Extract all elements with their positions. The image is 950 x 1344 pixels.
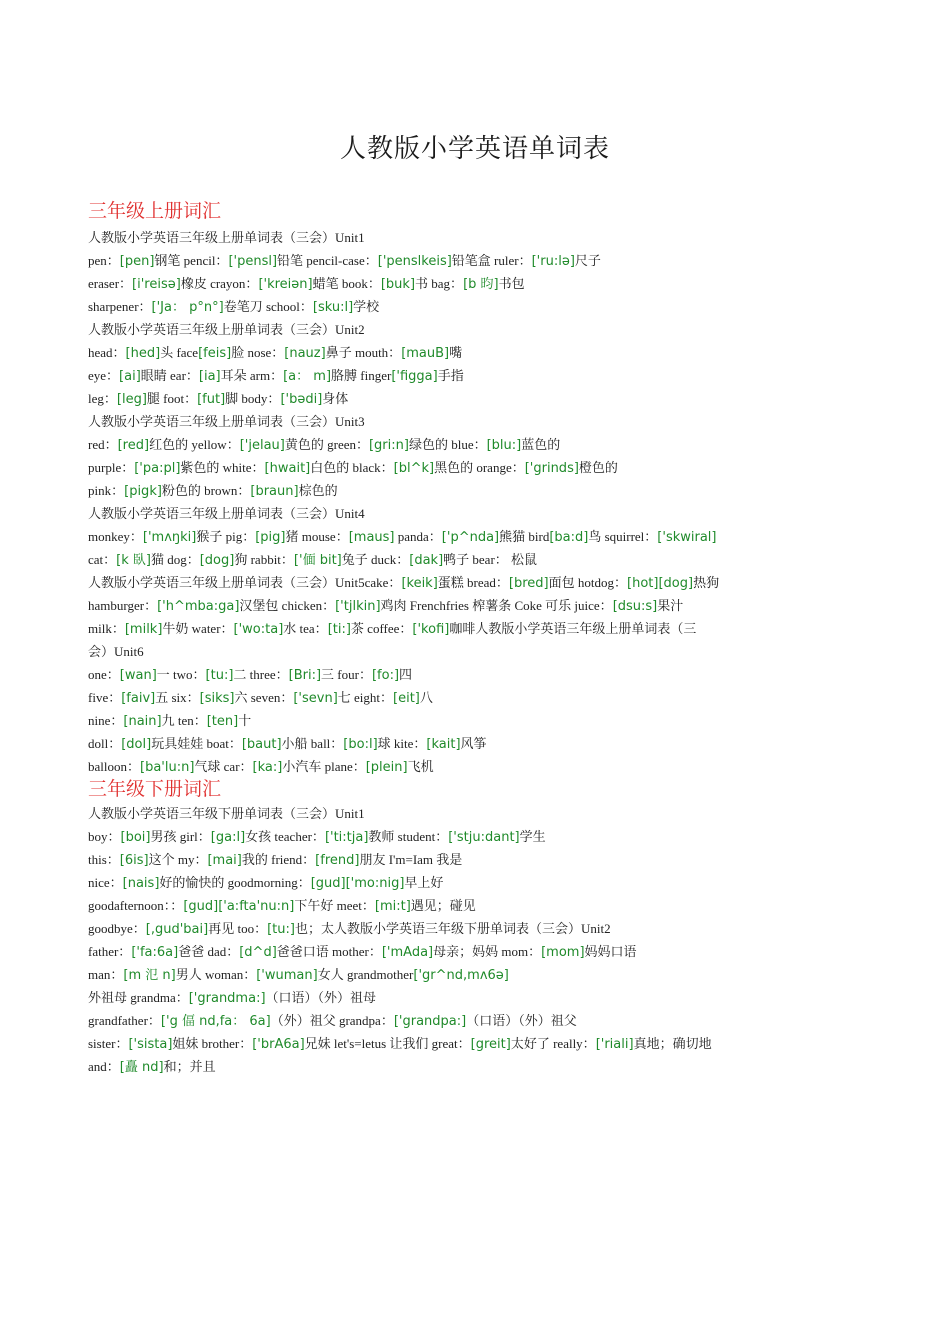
section-heading-grade3-vol1: 三年级上册词汇 [88,201,222,222]
phonetic: [fut] [197,392,226,407]
phonetic: [gud]['a:fta'nu:n] [183,899,295,914]
phonetic: [b 昀] [463,277,499,292]
word-text: one： [88,667,120,682]
phonetic: [plein] [365,760,408,775]
word-text: 五 six： [155,690,200,705]
phonetic: [hwait] [264,461,311,476]
phonetic: ['fa:6a] [131,945,179,960]
phonetic: [hed] [125,346,161,361]
vocab-line [88,871,768,894]
section-content-grade3-vol1 [88,226,768,778]
phonetic: ['penslkeis] [377,254,452,269]
word-text: 茶 coffee： [350,621,413,636]
phonetic: [6is] [119,853,149,868]
word-text: 好的愉快的 goodmorning： [159,875,311,890]
word-text: man： [88,967,124,982]
phonetic: ['偭 bit] [293,553,342,568]
word-text: 球 kite： [377,736,427,751]
word-text: （口语）（外）祖父 [466,1013,577,1028]
word-text: 朋友 I'm=Iam 我是 [359,852,463,867]
word-text: red： [88,437,118,452]
phonetic: ['ru:lə] [531,254,575,269]
word-text: 橙色的 [578,460,618,475]
phonetic: [frend] [315,853,360,868]
word-text: 学生 [519,829,546,844]
word-text: nice： [88,875,123,890]
phonetic: ['ti:tja] [324,830,369,845]
phonetic: [pigk] [124,484,162,499]
vocab-line [88,548,768,571]
word-text: 热狗 [693,575,720,590]
word-text: 母亲；妈妈 mom： [433,944,542,959]
vocab-line [88,917,768,940]
vocab-line [88,594,768,617]
word-text: 书包 [498,276,525,291]
phonetic: [blu:] [486,438,522,453]
word-text: （口语）（外）祖母 [265,990,377,1005]
word-text: 腿 foot： [146,391,198,406]
phonetic: [bl^k] [393,461,435,476]
vocab-line [88,456,768,479]
word-text: 会）Unit6 [88,644,144,659]
word-text: 头 face [160,345,199,360]
phonetic: ['h^mba:ga] [157,599,240,614]
word-text: balloon： [88,759,140,774]
word-text: 下午好 meet： [294,898,375,913]
word-text: panda： [394,529,442,544]
word-text: 七 eight： [337,690,394,705]
phonetic: [k 臥] [116,553,151,568]
word-text: 二 three： [233,667,289,682]
vocab-line [88,1055,768,1078]
vocab-line [88,318,768,341]
phonetic: [gri:n] [368,438,409,453]
phonetic: [tu:] [205,668,234,683]
word-text: 人教版小学英语三年级上册单词表（三会）Unit2 [88,322,365,337]
word-text: 人教版小学英语三年级下册单词表（三会）Unit1 [88,806,365,821]
phonetic: [feis] [198,346,232,361]
phonetic: [m 氾 n] [123,968,176,983]
word-text: boy： [88,829,121,844]
vocab-line [88,341,768,364]
word-text: 小汽车 plane： [282,759,366,774]
word-text: 外祖母 grandma： [88,990,189,1005]
phonetic: ['tjlkin] [335,599,381,614]
vocab-line [88,502,768,525]
word-text: pen： [88,253,120,268]
word-text: 小船 ball： [281,736,344,751]
vocab-line [88,387,768,410]
vocab-line [88,709,768,732]
word-text: 面包 hotdog： [548,575,628,590]
phonetic: ['mʌŋki] [142,530,197,545]
word-text: grandfather： [88,1013,161,1028]
document-title: 人教版小学英语单词表 [339,134,610,163]
word-text: 绿色的 blue： [408,437,487,452]
word-text: 四 [399,667,413,682]
word-text: 猴子 pig： [196,529,256,544]
phonetic: [kait] [426,737,461,752]
word-text: 钢笔 pencil： [154,253,229,268]
word-text: 遇见；碰见 [410,898,476,913]
word-text: 尺子 [574,253,601,268]
phonetic: ['bədi] [280,392,323,407]
word-text: and： [88,1059,120,1074]
phonetic: ['figga] [391,369,438,384]
word-text: 棕色的 [298,483,338,498]
word-text: 咖啡人教版小学英语三年级上册单词表（三 [449,621,697,636]
word-text: 兔子 duck： [341,552,410,567]
phonetic: [buk] [380,277,416,292]
word-text: milk： [88,621,125,636]
vocab-line [88,226,768,249]
word-text: 我的 friend： [241,852,316,867]
word-text: 教师 student： [368,829,449,844]
word-text: 牛奶 water： [162,621,234,636]
phonetic: [a： m] [283,369,332,384]
word-text: 紫色的 white： [180,460,265,475]
phonetic: [faiv] [121,691,156,706]
word-text: 书 bag： [415,276,464,291]
vocab-line [88,825,768,848]
phonetic: [d^d] [239,945,277,960]
section-heading-grade3-vol2: 三年级下册词汇 [88,779,222,800]
phonetic: ['brA6a] [252,1037,305,1052]
phonetic: [maus] [348,530,395,545]
word-text: 妈妈口语 [584,944,637,959]
phonetic: [sku:l] [312,300,354,315]
phonetic: [ga:l] [210,830,246,845]
phonetic: ['riali] [595,1037,634,1052]
word-text: eye： [88,368,120,383]
word-text: 猪 mouse： [285,529,349,544]
phonetic: [ia] [198,369,221,384]
phonetic: [gud]['mo:nig] [310,876,405,891]
phonetic: ['sevn] [293,691,338,706]
section-content-grade3-vol2 [88,802,768,1078]
vocab-line [88,295,768,318]
word-text: 兄妹 let's=letus 让我们 great： [304,1036,471,1051]
word-text: 铅笔 pencil-case： [277,253,378,268]
word-text: 气球 car： [194,759,253,774]
word-text: 白色的 black： [310,460,394,475]
vocab-line [88,894,768,917]
word-text: sharpener： [88,299,152,314]
word-text: 飞机 [407,759,434,774]
phonetic: [,gud'bai] [145,922,209,937]
word-text: 汉堡包 chicken： [239,598,336,613]
phonetic: ['pa:pl] [134,461,181,476]
word-text: pink： [88,483,125,498]
word-text: hamburger： [88,598,158,613]
phonetic: [pig] [255,530,286,545]
phonetic: ['grandma:] [188,991,266,1006]
phonetic: [siks] [199,691,235,706]
phonetic: [leg] [116,392,147,407]
word-text: 猫 dog： [150,552,200,567]
word-text: father： [88,944,132,959]
word-text: 狗 rabbit： [234,552,294,567]
phonetic: ['wo:ta] [233,622,284,637]
word-text: 人教版小学英语三年级上册单词表（三会）Unit3 [88,414,365,429]
vocab-line [88,963,768,986]
vocab-line [88,732,768,755]
phonetic: [boi] [120,830,151,845]
phonetic: [mom] [541,945,585,960]
word-text: 人教版小学英语三年级上册单词表（三会）Unit5cake： [88,575,402,590]
phonetic: [ten] [206,714,239,729]
phonetic: ['mAda] [381,945,434,960]
word-text: doll： [88,736,122,751]
word-text: 人教版小学英语三年级上册单词表（三会）Unit1 [88,230,365,245]
word-text: 鸡肉 Frenchfries 榨薯条 Coke 可乐 juice： [380,598,613,613]
word-text: head： [88,345,126,360]
phonetic: [fo:] [371,668,400,683]
word-text: 这个 my： [148,852,208,867]
phonetic: [mai] [207,853,242,868]
word-text: goodbye： [88,921,146,936]
vocab-line [88,663,768,686]
phonetic: [nais] [122,876,160,891]
phonetic: [wan] [119,668,157,683]
phonetic: [hot][dog] [627,576,694,591]
vocab-line [88,525,768,548]
word-text: 和；并且 [163,1059,216,1074]
word-text: 八 [419,690,433,705]
word-text: 手指 [437,368,464,383]
phonetic: ['g 偪 nd,fa： 6a] [160,1014,271,1029]
phonetic: [ba:d] [549,530,589,545]
vocab-line [88,640,768,663]
vocab-line [88,249,768,272]
word-text: cat： [88,552,117,567]
vocab-line [88,571,768,594]
word-text: this： [88,852,120,867]
word-text: 女孩 teacher： [245,829,325,844]
phonetic: [ba'lu:n] [140,760,195,775]
phonetic: ['gr^nd,mʌ6ə] [413,968,509,983]
word-text: 蓝色的 [521,437,561,452]
phonetic: [greit] [470,1037,511,1052]
word-text: 真地；确切地 [633,1036,712,1051]
vocab-line [88,940,768,963]
phonetic: ['pensl] [228,254,278,269]
word-text: 男孩 girl： [150,829,211,844]
phonetic: [dog] [199,553,235,568]
vocab-line [88,272,768,295]
word-text: 眼睛 ear： [140,368,199,383]
word-text: 蜡笔 book： [312,276,381,291]
phonetic: [bo:l] [343,737,378,752]
word-text: eraser： [88,276,133,291]
word-text: 脚 body： [225,391,281,406]
word-text: monkey： [88,529,143,544]
phonetic: ['kreiən] [258,277,313,292]
vocab-line [88,986,768,1009]
phonetic: ['grandpa:] [393,1014,467,1029]
word-text: 铅笔盒 ruler： [451,253,532,268]
word-text: 卷笔刀 school： [223,299,313,314]
phonetic: ['grinds] [524,461,579,476]
phonetic: [mauB] [401,346,450,361]
phonetic: ['jelau] [239,438,285,453]
word-text: 风筝 [460,736,487,751]
phonetic: [矗 nd] [119,1060,164,1075]
phonetic: [dak] [409,553,444,568]
phonetic: [dol] [121,737,152,752]
word-text: 鸭子 bear： 松鼠 [443,552,538,567]
phonetic: [mi:t] [374,899,411,914]
vocab-line [88,802,768,825]
word-text: 耳朵 arm： [220,368,284,383]
word-text: 三 four： [321,667,372,682]
word-text: （外）祖父 grandpa： [270,1013,394,1028]
vocab-line [88,364,768,387]
word-text: 水 tea： [283,621,328,636]
word-text: 嘴 [449,345,463,360]
phonetic: ['sista] [128,1037,173,1052]
phonetic: [bred] [508,576,549,591]
phonetic: [braun] [250,484,299,499]
word-text: 爸爸口语 mother： [276,944,382,959]
phonetic: ['p^nda] [441,530,500,545]
word-text: nine： [88,713,124,728]
word-text: 太好了 really： [510,1036,596,1051]
word-text: 果汁 [657,598,684,613]
phonetic: [dsu:s] [612,599,658,614]
word-text: sister： [88,1036,129,1051]
word-text: 学校 [353,299,380,314]
phonetic: [ti:] [327,622,351,637]
word-text: 脸 nose： [231,345,285,360]
word-text: 身体 [322,391,349,406]
vocab-line [88,617,768,640]
word-text: 熊猫 bird [499,529,550,544]
vocab-line [88,479,768,502]
phonetic: [baut] [241,737,282,752]
phonetic: [keik] [401,576,438,591]
vocab-line [88,410,768,433]
phonetic: ['kofi] [412,622,450,637]
phonetic: [eit] [393,691,420,706]
word-text: 橡皮 crayon： [180,276,259,291]
phonetic: ['stju:dant] [448,830,520,845]
word-text: 鸟 squirrel： [588,529,658,544]
phonetic: [nauz] [284,346,326,361]
phonetic: [tu:] [267,922,295,937]
word-text: 鼻子 mouth： [325,345,402,360]
word-text: 十 [238,713,252,728]
word-text: 胳膊 finger [331,368,392,383]
phonetic: [ka:] [252,760,283,775]
phonetic: [ai] [119,369,141,384]
word-text: 爸爸 dad： [178,944,240,959]
word-text: 红色的 yellow： [149,437,240,452]
vocab-line [88,686,768,709]
phonetic: ['skwiral] [657,530,717,545]
word-text: 早上好 [404,875,444,890]
phonetic: [pen] [119,254,155,269]
phonetic: [Bri:] [288,668,322,683]
phonetic: [milk] [124,622,163,637]
word-text: 黑色的 orange： [434,460,525,475]
word-text: leg： [88,391,117,406]
word-text: 六 seven： [234,690,294,705]
word-text: 粉色的 brown： [161,483,251,498]
phonetic: ['wuman] [256,968,318,983]
word-text: 也；太人教版小学英语三年级下册单词表（三会）Unit2 [294,921,611,936]
word-text: 女人 grandmother [317,967,414,982]
word-text: 蛋糕 bread： [437,575,509,590]
word-text: 九 ten： [161,713,207,728]
word-text: purple： [88,460,135,475]
vocab-line [88,1032,768,1055]
phonetic: [nain] [123,714,162,729]
word-text: 玩具娃娃 boat： [151,736,242,751]
phonetic: [red] [117,438,150,453]
phonetic: [i'reisə] [132,277,181,292]
word-text: 姐妹 brother： [172,1036,253,1051]
phonetic: ['Ja： p°n°] [151,300,224,315]
word-text: 再见 too： [208,921,268,936]
word-text: 人教版小学英语三年级上册单词表（三会）Unit4 [88,506,365,521]
vocab-line [88,848,768,871]
word-text: goodafternoon：： [88,898,184,913]
word-text: five： [88,690,122,705]
word-text: 男人 woman： [175,967,257,982]
vocab-line [88,1009,768,1032]
word-text: 黄色的 green： [284,437,369,452]
word-text: 一 two： [156,667,206,682]
vocab-line [88,433,768,456]
